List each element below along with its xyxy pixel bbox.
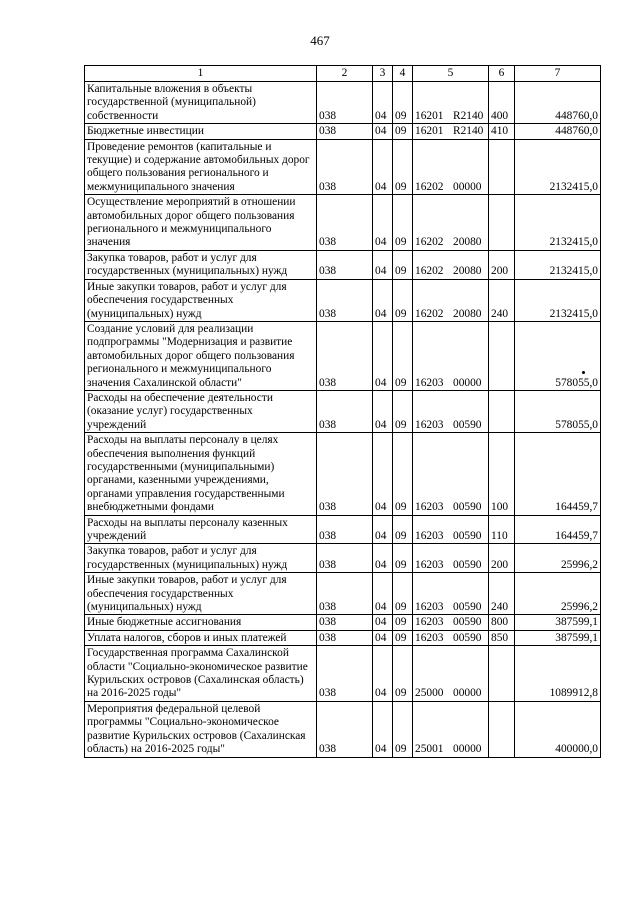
header-col-7: 7 [515,66,601,82]
header-col-1: 1 [85,66,317,82]
expense-type-code [489,139,515,195]
subsection-code: 09 [393,630,413,645]
expense-name: Создание условий для реализации подпрограммы "Модернизация и развитие автомобильных дорог общего пользования регионального и межмуниципального значения Сахалинской области" [85,321,317,390]
expense-type-code [489,390,515,432]
scan-dot [582,371,585,374]
ministry-code: 038 [317,195,373,251]
amount: 1089912,8 [515,646,601,702]
amount: 25996,2 [515,544,601,573]
target-article-code [413,139,489,195]
subsection-code: 09 [393,701,413,757]
target-article-suffix: 00590 [453,530,482,542]
subsection-code: 09 [393,615,413,630]
table-row [85,390,601,432]
target-article-prefix: 16203 [415,558,444,571]
subsection-code: 09 [393,515,413,544]
target-article-code [413,573,489,615]
table-row [85,82,601,124]
header-col-2: 2 [317,66,373,82]
section-code: 04 [373,250,393,279]
table-row [85,250,601,279]
target-article-code [413,630,489,645]
amount: 2132415,0 [515,195,601,251]
page-number: 467 [310,33,330,48]
table-row [85,701,601,757]
target-article-prefix: 25000 [415,687,444,700]
section-code: 04 [373,195,393,251]
target-article-suffix: 00000 [453,376,482,389]
target-article-prefix: 16201 [415,125,444,138]
amount: 387599,1 [515,630,601,645]
section-code: 04 [373,139,393,195]
table-row [85,124,601,139]
target-article-code [413,615,489,630]
section-code: 04 [373,646,393,702]
target-article-code [413,250,489,279]
target-article-code [413,279,489,321]
ministry-code: 038 [317,615,373,630]
section-code: 04 [373,124,393,139]
subsection-code: 09 [393,433,413,515]
amount: 164459,7 [515,433,601,515]
section-code: 04 [373,630,393,645]
subsection-code: 09 [393,390,413,432]
budget-table [84,65,601,758]
expense-name: Осуществление мероприятий в отношении автомобильных дорог общего пользования регионального и межмуниципального значения [85,195,317,251]
target-article-suffix: 00000 [453,180,482,193]
expense-type-code [489,321,515,390]
expense-name: Расходы на выплаты персоналу в целях обеспечения выполнения функций государственными (муниципальными) органами, казенными учреждениями, органами управления государственными внебюджетными фондами [85,433,317,515]
ministry-code: 038 [317,433,373,515]
target-article-suffix: 00590 [453,601,482,614]
target-article-suffix: 00000 [453,687,482,700]
table-row [85,630,601,645]
expense-name: Расходы на обеспечение деятельности (оказание услуг) государственных учреждений [85,390,317,432]
target-article-prefix: 16203 [415,418,444,431]
expense-type-code: 800 [489,615,515,630]
target-article-prefix: 16203 [415,376,444,389]
ministry-code: 038 [317,279,373,321]
target-article-suffix: R2140 [453,125,484,138]
target-article-code [413,82,489,124]
amount: 400000,0 [515,701,601,757]
expense-name: Мероприятия федеральной целевой программы "Социально-экономическое развитие Курильских островов (Сахалинская область) на 2016-2025 годы" [85,701,317,757]
ministry-code: 038 [317,646,373,702]
target-article-suffix: 00590 [453,631,482,644]
expense-name: Бюджетные инвестиции [85,124,317,139]
table-header [85,66,601,82]
target-article-prefix: 16203 [415,501,444,514]
subsection-code: 09 [393,279,413,321]
expense-type-code: 410 [489,124,515,139]
target-article-code [413,124,489,139]
ministry-code: 038 [317,701,373,757]
expense-name: Закупка товаров, работ и услуг для государственных (муниципальных) нужд [85,544,317,573]
header-col-3: 3 [373,66,393,82]
expense-type-code [489,195,515,251]
expense-type-code: 400 [489,82,515,124]
table-row [85,321,601,390]
target-article-code [413,390,489,432]
expense-name: Иные бюджетные ассигнования [85,615,317,630]
expense-name: Иные закупки товаров, работ и услуг для обеспечения государственных (муниципальных) нужд [85,573,317,615]
target-article-code [413,195,489,251]
subsection-code: 09 [393,573,413,615]
ministry-code: 038 [317,390,373,432]
target-article-prefix: 16202 [415,307,444,320]
target-article-code [413,646,489,702]
amount: 2132415,0 [515,250,601,279]
expense-name: Уплата налогов, сборов и иных платежей [85,630,317,645]
table-row [85,515,601,544]
ministry-code: 038 [317,124,373,139]
table-row [85,615,601,630]
target-article-code [413,515,489,544]
amount: 578055,0 [515,390,601,432]
target-article-suffix: 00590 [453,558,482,571]
ministry-code: 038 [317,630,373,645]
subsection-code: 09 [393,139,413,195]
target-article-suffix: 00590 [453,418,482,431]
expense-type-code: 110 [489,515,515,544]
target-article-prefix: 16201 [415,109,444,122]
expense-type-code: 850 [489,630,515,645]
target-article-code [413,321,489,390]
section-code: 04 [373,615,393,630]
section-code: 04 [373,515,393,544]
amount: 578055,0 [515,321,601,390]
section-code: 04 [373,321,393,390]
subsection-code: 09 [393,544,413,573]
section-code: 04 [373,279,393,321]
target-article-suffix: 00590 [453,616,482,629]
target-article-prefix: 16202 [415,265,444,278]
amount: 2132415,0 [515,279,601,321]
ministry-code: 038 [317,250,373,279]
target-article-suffix: 20080 [453,236,482,249]
expense-type-code: 200 [489,250,515,279]
amount: 25996,2 [515,573,601,615]
header-col-5: 5 [413,66,489,82]
amount: 387599,1 [515,615,601,630]
table-row [85,279,601,321]
ministry-code: 038 [317,321,373,390]
section-code: 04 [373,544,393,573]
target-article-prefix: 16202 [415,236,444,249]
section-code: 04 [373,573,393,615]
table-row [85,195,601,251]
target-article-suffix: R2140 [453,109,484,122]
expense-name: Государственная программа Сахалинской области "Социально-экономическое развитие Курильских островов (Сахалинская область) на 2016-2025 годы" [85,646,317,702]
section-code: 04 [373,433,393,515]
header-col-4: 4 [393,66,413,82]
target-article-code [413,701,489,757]
table-row [85,646,601,702]
amount: 448760,0 [515,124,601,139]
ministry-code: 038 [317,82,373,124]
expense-type-code: 240 [489,279,515,321]
table-row [85,544,601,573]
subsection-code: 09 [393,250,413,279]
target-article-suffix: 20080 [453,307,482,320]
amount: 448760,0 [515,82,601,124]
section-code: 04 [373,701,393,757]
table-row [85,573,601,615]
amount: 2132415,0 [515,139,601,195]
target-article-suffix: 00000 [453,743,482,756]
target-article-code [413,544,489,573]
subsection-code: 09 [393,124,413,139]
target-article-prefix: 16203 [415,631,444,644]
expense-name: Расходы на выплаты персоналу казенных учреждений [85,515,317,544]
expense-type-code: 100 [489,433,515,515]
target-article-suffix: 20080 [453,265,482,278]
expense-name: Проведение ремонтов (капитальные и текущие) и содержание автомобильных дорог общего пользования регионального и межмуниципального значения [85,139,317,195]
ministry-code: 038 [317,544,373,573]
expense-type-code: 200 [489,544,515,573]
subsection-code: 09 [393,82,413,124]
header-col-6: 6 [489,66,515,82]
target-article-prefix: 16203 [415,530,444,542]
ministry-code: 038 [317,139,373,195]
expense-type-code [489,646,515,702]
ministry-code: 038 [317,515,373,544]
target-article-prefix: 16202 [415,180,444,193]
table-row [85,433,601,515]
target-article-code [413,433,489,515]
expense-name: Иные закупки товаров, работ и услуг для обеспечения государственных (муниципальных) нужд [85,279,317,321]
subsection-code: 09 [393,321,413,390]
section-code: 04 [373,82,393,124]
section-code: 04 [373,390,393,432]
header-row [85,66,601,82]
expense-name: Закупка товаров, работ и услуг для государственных (муниципальных) нужд [85,250,317,279]
target-article-prefix: 25001 [415,743,444,756]
target-article-suffix: 00590 [453,501,482,514]
target-article-prefix: 16203 [415,616,444,629]
subsection-code: 09 [393,195,413,251]
amount: 164459,7 [515,515,601,544]
target-article-prefix: 16203 [415,601,444,614]
ministry-code: 038 [317,573,373,615]
expense-type-code [489,701,515,757]
expense-type-code: 240 [489,573,515,615]
subsection-code: 09 [393,646,413,702]
expense-name: Капитальные вложения в объекты государственной (муниципальной) собственности [85,82,317,124]
table-row [85,139,601,195]
table-body [85,82,601,758]
